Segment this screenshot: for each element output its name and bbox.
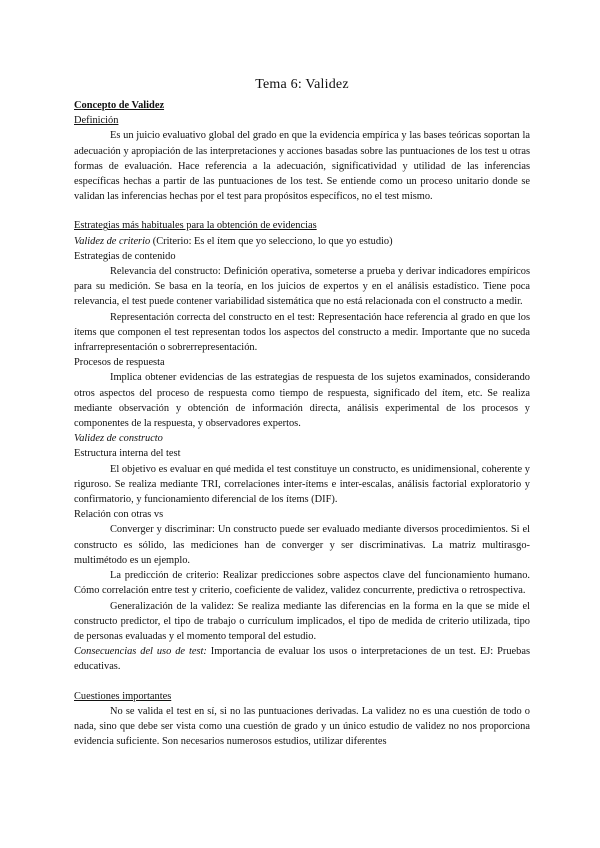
issues-paragraph: No se valida el test en sí, si no las puntuaciones derivadas. La validez no es una cuestión de todo o nada, sino que debe ser vista como una cuestión de grado y un único estudio de validez no nos proporciona evidencia suficiente. Son necesarios numerosos estudios, utilizar diferentes (74, 705, 530, 748)
content-paragraph-relevance: Relevancia del constructo: Definición operativa, someterse a prueba y derivar indicadores empíricos para su medición. Se basa en la teoría, en los juicios de expertos y en el análisis estadístico. Tiene poca relevancia, el test puede contener variabilidad sistemática que no está relacionada con el constructo a medir. (74, 266, 530, 308)
response-heading: Procesos de respuesta (74, 357, 165, 369)
criterion-line (74, 234, 530, 249)
content-paragraph-representation: Representación correcta del constructo en el test: Representación hace referencia al grado en que los ítems que componen el test representan todos los aspectos del constructo a medir. Importante que no suceda infrarrepresentación o sobrerrepresentación. (74, 311, 530, 354)
relation-paragraph-prediction: La predicción de criterio: Realizar predicciones sobre aspectos clave del funcionamiento humano. Cómo correlación entre test y criterio, coeficiente de validez, validez concurrente, predictiva o retrospectiva. (74, 570, 530, 597)
response-paragraph: Implica obtener evidencias de las estrategias de respuesta de los sujetos examinados, considerando otros aspectos del proceso de respuesta como tiempo de respuesta, significado del ítem, etc. Se realiza mediante observación y obtención de información directa, análisis experimental de los procesos y componentes de la respuesta, y observadores expertos. (74, 372, 530, 430)
spacer (74, 204, 530, 218)
criterion-note: (Criterio: Es el ítem que yo selecciono, lo que yo estudio) (150, 235, 393, 247)
page-title: Tema 6: Validez (255, 77, 349, 92)
consequences-label: Consecuencias del uso de test: (74, 646, 207, 658)
consequences-text: Importancia de evaluar los usos o interpretaciones de un test. EJ: Pruebas educativas. (74, 646, 530, 673)
construct-label-line (74, 431, 530, 446)
relation-paragraph-generalization: Generalización de la validez: Se realiza mediante las diferencias en la forma en la que se mide el constructo predictor, el tipo de trabajo o currículum implicados, el tipo de medida de criterio utilizada, tipo de personas evaluadas y el momento temporal del estudio. (74, 600, 530, 642)
consequences-line (74, 644, 530, 674)
spacer (74, 675, 530, 689)
construct-label: Validez de constructo (74, 433, 163, 445)
structure-heading: Estructura interna del test (74, 448, 181, 460)
criterion-label: Validez de criterio (74, 235, 151, 247)
definition-heading: Definición (74, 115, 119, 127)
relation-heading: Relación con otras vs (74, 509, 164, 521)
content-heading: Estrategias de contenido (74, 250, 176, 262)
concept-heading: Concepto de Validez (74, 100, 165, 111)
issues-heading: Cuestiones importantes (74, 690, 172, 702)
structure-paragraph: El objetivo es evaluar en qué medida el test constituye un constructo, es unidimensional, coherente y riguroso. Se realiza mediante TRI, correlaciones inter-ítems e inter-escalas, análisis factorial exploratorio y confirmatorio, y funcionamiento diferencial de los ítems (DIF). (74, 463, 530, 506)
relation-paragraph-converge: Converger y discriminar: Un constructo puede ser evaluado mediante diversos procedimientos. Si el constructo es sólido, las mediciones han de converger y ser discriminativas. La matriz multirasgo-multimétodo es un ejemplo. (74, 524, 530, 566)
strategies-heading: Estrategias más habituales para la obtención de evidencias (74, 220, 317, 232)
definition-paragraph: Es un juicio evaluativo global del grado en que la evidencia empírica y las bases teóricas soportan la adecuación y apropiación de las interpretaciones y acciones basadas sobre las puntuaciones de los test u otras formas de evaluación. Hace referencia a la adecuación, significatividad y utilidad de las inferencias específicas hechas a partir de las puntuaciones de los test. Se entiende como un proceso unitario donde se validan las inferencias hechas por el test para propósitos específicos, no el test mismo. (74, 130, 530, 203)
